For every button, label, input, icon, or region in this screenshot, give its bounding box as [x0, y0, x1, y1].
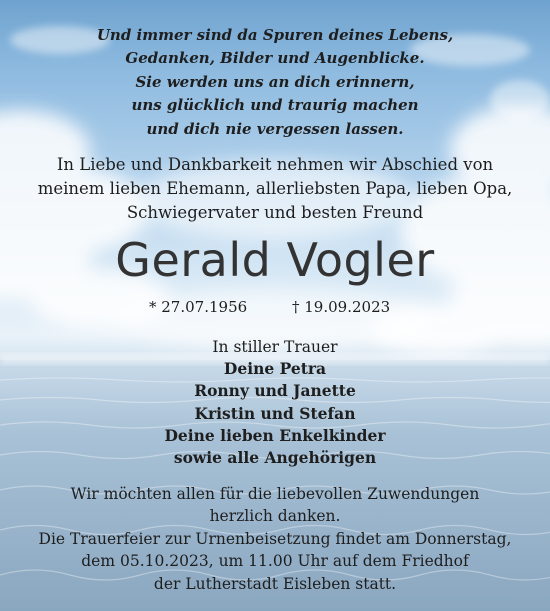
mourner-line: sowie alle Angehörigen	[173, 448, 377, 468]
closing-line: Die Trauerfeier zur Urnenbeisetzung findet am Donnerstag,	[38, 529, 512, 548]
closing-line: herzlich danken.	[209, 507, 341, 526]
mourners-block	[0, 336, 550, 469]
mourner-line: Ronny und Janette	[194, 381, 356, 401]
birth-date: * 27.07.1956	[149, 298, 248, 316]
closing-line: Wir möchten allen für die liebevollen Zuwendungen	[70, 485, 480, 503]
verse-line: und dich nie vergessen lassen.	[146, 119, 404, 138]
closing-line: dem 05.10.2023, um 11.00 Uhr auf dem Friedhof	[81, 552, 469, 571]
closing-line: der Lutherstadt Eisleben statt.	[153, 574, 397, 593]
verse-line: Sie werden uns an dich erinnern,	[135, 72, 415, 91]
mourner-line: Kristin und Stefan	[194, 403, 356, 423]
closing-notice	[0, 483, 550, 595]
intro-line: Schwiegervater und besten Freund	[126, 203, 424, 222]
life-dates	[0, 296, 550, 318]
verse-line: uns glücklich und traurig machen	[131, 96, 419, 115]
verse-line: Gedanken, Bilder und Augenblicke.	[125, 49, 425, 68]
intro-line: meinem lieben Ehemann, allerliebsten Papa, lieben Opa,	[37, 179, 513, 198]
deceased-name: Gerald Vogler	[115, 233, 435, 287]
mourning-intro: In stiller Trauer	[212, 338, 338, 356]
verse-line: Und immer sind da Spuren deines Lebens,	[96, 26, 454, 44]
intro-line: In Liebe und Dankbarkeit nehmen wir Abschied von	[56, 155, 494, 174]
memorial-verse	[0, 24, 550, 141]
farewell-intro	[0, 153, 550, 225]
mourner-line: Deine Petra	[223, 359, 327, 379]
mourner-line: Deine lieben Enkelkinder	[164, 425, 386, 445]
death-date: † 19.09.2023	[292, 298, 391, 316]
